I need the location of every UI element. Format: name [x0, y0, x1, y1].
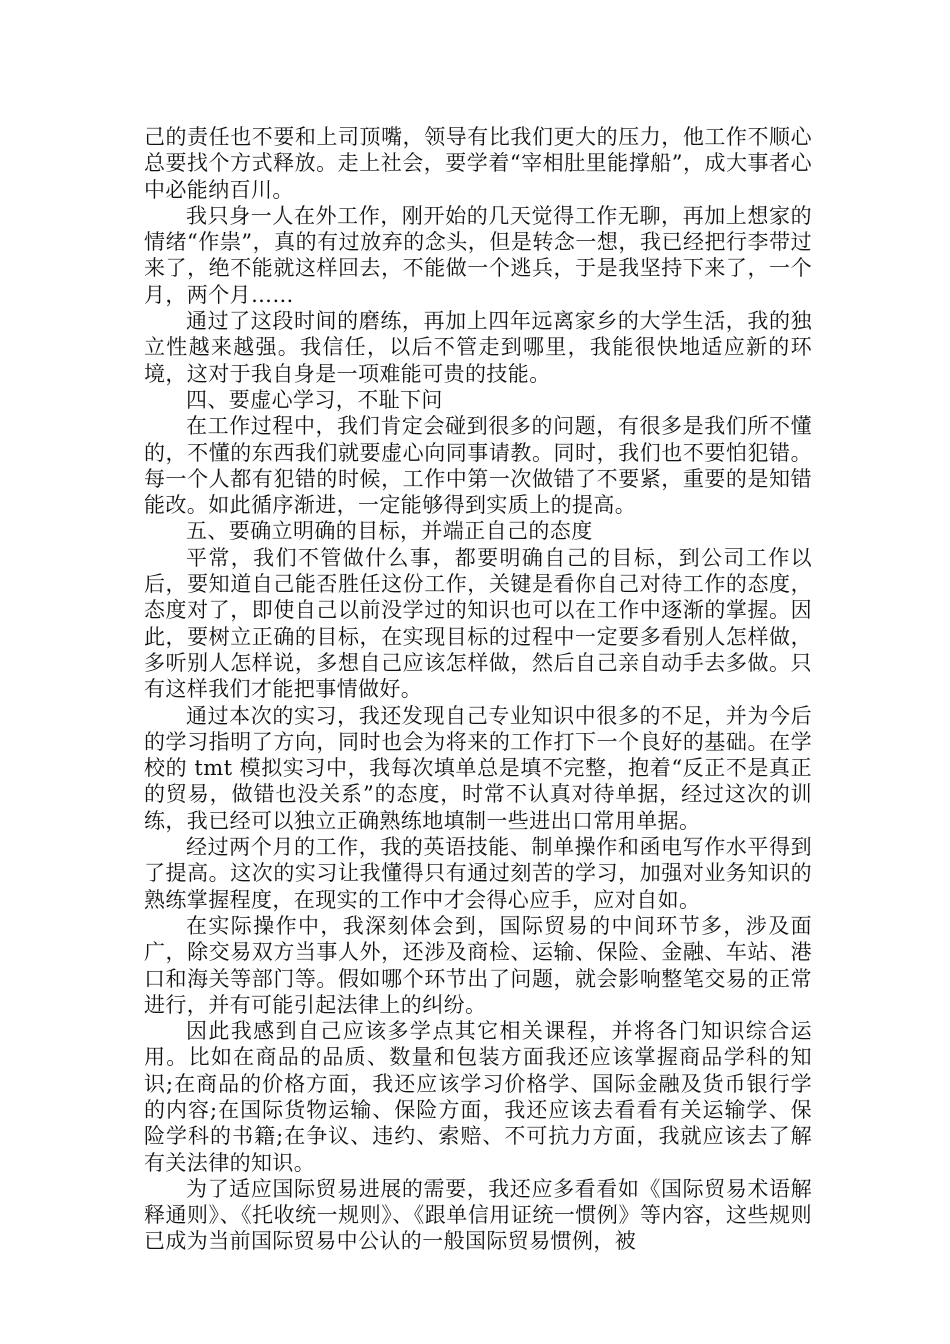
paragraph: 平常，我们不管做什么事，都要明确自己的目标，到公司工作以后，要知道自己能否胜任这份工作，关键是看你自己对待工作的态度，态度对了，即使自己以前没学过的知识也可以在工作中逐渐的掌握。因此，要树立正确的目标，在实现目标的过程中一定要多看别人怎样做，多听别人怎样说，多想自己应该怎样做，然后自己亲自动手去多做。只有这样我们才能把事情做好。 — [144, 545, 812, 702]
paragraph: 为了适应国际贸易进展的需要，我还应多看看如《国际贸易术语解释通则》、《托收统一规则》、《跟单信用证统一惯例》等内容，这些规则已成为当前国际贸易中公认的一般国际贸易惯例，被 — [144, 1176, 812, 1254]
paragraph: 经过两个月的工作，我的英语技能、制单操作和函电写作水平得到了提高。这次的实习让我懂得只有通过刻苦的学习，加强对业务知识的熟练掌握程度，在现实的工作中才会得心应手，应对自如。 — [144, 835, 812, 912]
paragraph: 己的责任也不要和上司顶嘴，领导有比我们更大的压力，他工作不顺心总要找个方式释放。走上社会，要学着“宰相肚里能撑船”，成大事者心中必能纳百川。 — [144, 125, 812, 202]
paragraph: 通过本次的实习，我还发现自己专业知识中很多的不足，并为今后的学习指明了方向，同时也会为将来的工作打下一个良好的基础。在学校的 tmt 模拟实习中，我每次填单总是填不完整，抱着“反正不是真正的贸易，做错也没关系”的态度，时常不认真对待单据，经过这次的训练，我已经可以独立正确熟练地填制一些进出口常用单据。 — [144, 703, 812, 833]
paragraph: 在工作过程中，我们肯定会碰到很多的问题，有很多是我们所不懂的，不懂的东西我们就要虚心向同事请教。同时，我们也不要怕犯错。每一个人都有犯错的时候，工作中第一次做错了不要紧，重要的是知错能改。如此循序渐进，一定能够得到实质上的提高。 — [144, 414, 812, 518]
paragraph: 我只身一人在外工作，刚开始的几天觉得工作无聊，再加上想家的情绪“作祟”，真的有过放弃的念头，但是转念一想，我已经把行李带过来了，绝不能就这样回去，不能做一个逃兵，于是我坚持下来了，一个月，两个月…… — [144, 203, 812, 307]
document-body — [144, 124, 812, 1255]
section-heading: 四、要虚心学习，不耻下问 — [186, 387, 443, 412]
paragraph: 通过了这段时间的磨练，再加上四年远离家乡的大学生活，我的独立性越来越强。我信任，以后不管走到哪里，我能很快地适应新的环境，这对于我自身是一项难能可贵的技能。 — [144, 309, 812, 386]
paragraph: 在实际操作中，我深刻体会到，国际贸易的中间环节多，涉及面广，除交易双方当事人外，还涉及商检、运输、保险、金融、车站、港口和海关等部门等。假如哪个环节出了问题，就会影响整笔交易的正常进行，并有可能引起法律上的纠纷。 — [144, 913, 812, 1017]
section-heading: 五、要确立明确的目标，并端正自己的态度 — [186, 519, 593, 544]
paragraph: 因此我感到自己应该多学点其它相关课程，并将各门知识综合运用。比如在商品的品质、数量和包装方面我还应该掌握商品学科的知识;在商品的价格方面，我还应该学习价格学、国际金融及货币银行学的内容;在国际货物运输、保险方面，我还应该去看看有关运输学、保险学科的书籍;在争议、违约、索赔、不可抗力方面，我就应该去了解有关法律的知识。 — [144, 1019, 812, 1175]
